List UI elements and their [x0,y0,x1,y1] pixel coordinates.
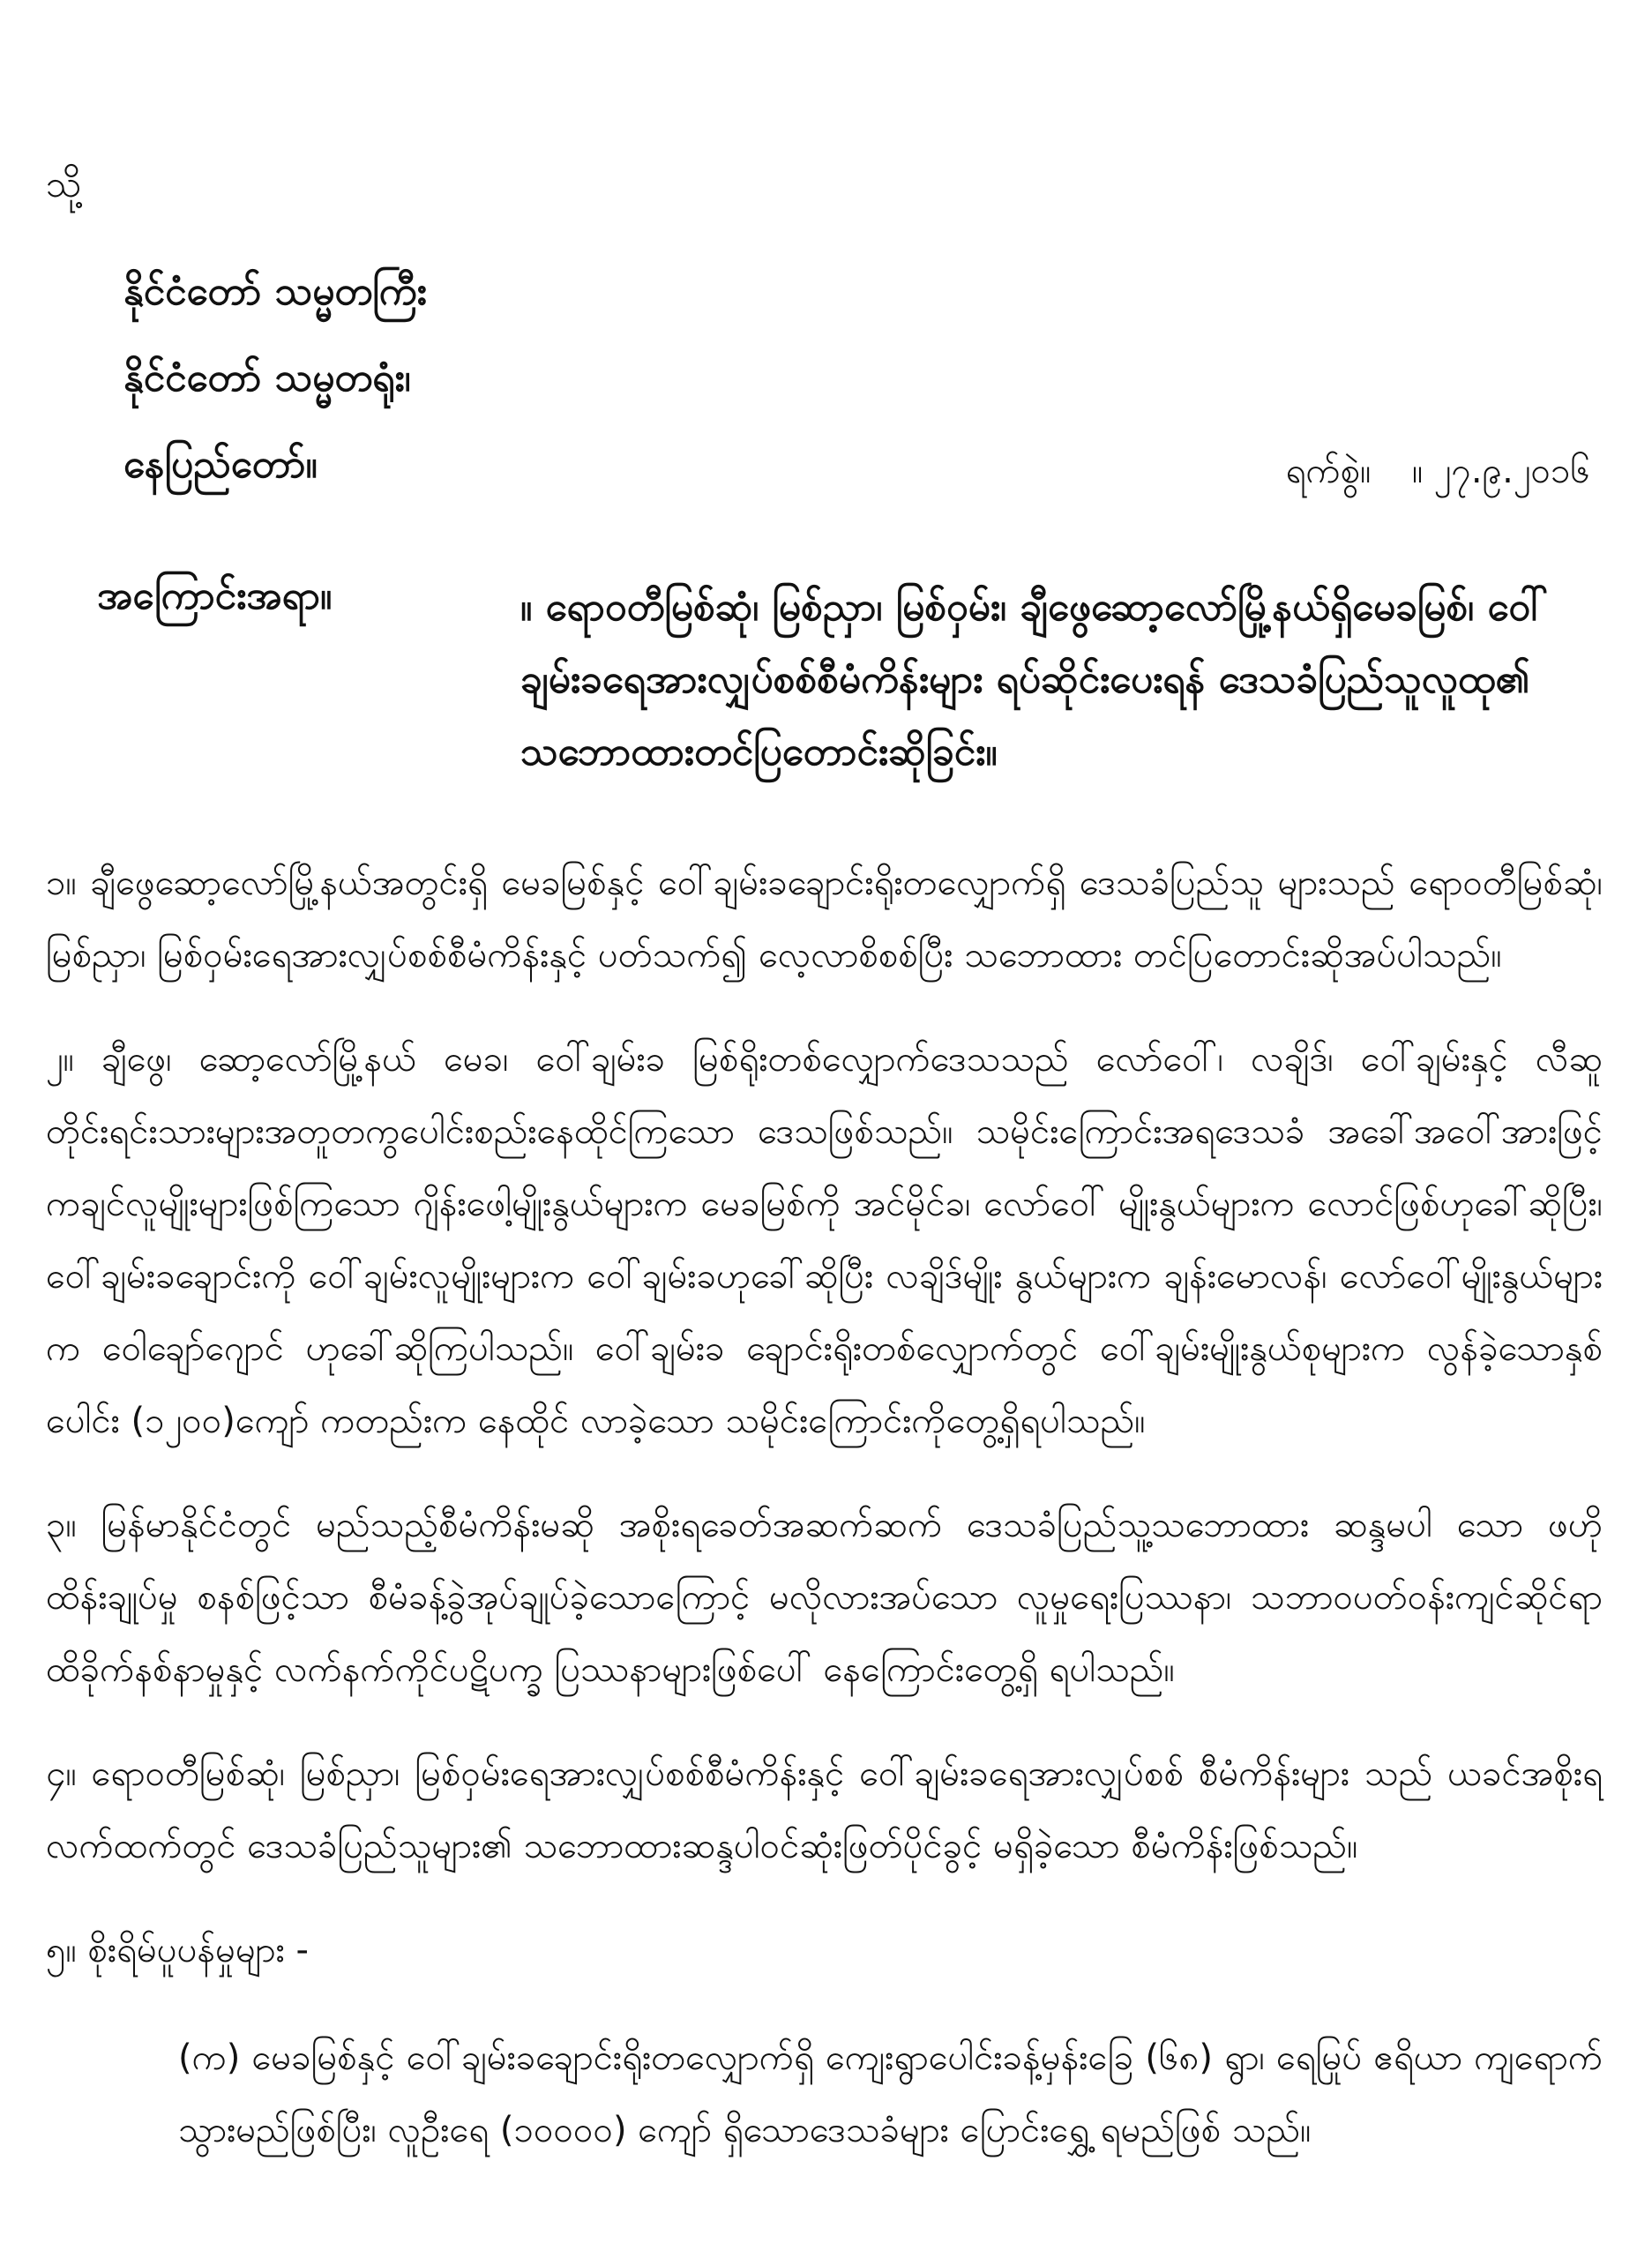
subject-label: အကြောင်းအရာ။ [97,573,333,618]
address-line-3: နေပြည်တော်။ [123,442,318,487]
subject-text: ။ ရောဝတီမြစ်ဆုံ၊ မြစ်ညှာ၊ မြစ်ဝှမ်း၊ ချီဖွေဆော့လော်မြို့နယ်ရှိမေခမြစ်၊ ဝေါ်ချမ်းခရေအားလျှပ်စစ်စီမံကိန်းများ ရပ်ဆိုင်းပေးရန် ဒေသခံပြည်သူလူထု၏ သဘောထားတင်ပြတောင်းဆိုခြင်း။ [520,585,1548,774]
paragraph-1: ၁။ ချီဖွေဆော့လော်မြို့နယ်အတွင်းရှိ မေခမြစ်နှင့် ဝေါ်ချမ်းခချောင်းရိုးတလျှောက်ရှိ ဒေသခံပြည်သူ များသည် ရောဝတီမြစ်ဆုံ၊ မြစ်ညှာ၊ မြစ်ဝှမ်းရေအားလျှပ်စစ်စီမံကိန်းနှင့် ပတ်သက်၍ လေ့လာစိစစ်ပြီး သဘောထား တင်ပြတောင်းဆိုအပ်ပါသည်။ [46,863,1603,976]
paragraph-4: ၄။ ရောဝတီမြစ်ဆုံ၊ မြစ်ညှာ၊ မြစ်ဝှမ်းရေအားလျှပ်စစ်စီမံကိန်းနှင့် ဝေါ်ချမ်းခရေအားလျှပ်စစ် စီမံကိန်းများ သည် ယခင်အစိုးရလက်ထက်တွင် ဒေသခံပြည်သူများ၏ သဘောထားဆန္ဒပါဝင်ဆုံးဖြတ်ပိုင်ခွင့် မရှိခဲ့သော စီမံကိန်းဖြစ်သည်။ [46,1753,1603,1866]
paragraph-2: ၂။ ချီဖွေ၊ ဆော့လော်မြို့နယ် မေခ၊ ဝေါ်ချမ်းခ မြစ်ရိုးတစ်လျှောက်ဒေသသည် လော်ဝေါ်၊ လချိဒ်၊ ဝေါ်ချမ်းနှင့် လီဆူတိုင်းရင်းသားများအတူတကွပေါင်းစည်းနေထိုင်ကြသော ဒေသဖြစ်သည်။ သမိုင်းကြောင်းအရဒေသခံ အခေါ်အဝေါ်အားဖြင့် ကချင်လူမျိုးများဖြစ်ကြသော ဂျိန်းဖေါ့မျိုးနွယ်များက မေခမြစ်ကို အင်မိုင်ခ၊ လော်ဝေါ် မျိုးနွယ်များက လောင်ဖြစ်ဟုခေါ်ဆိုပြီး၊ ဝေါ်ချမ်းခချောင်းကို ဝေါ်ချမ်းလူမျိုးများက ဝေါ်ချမ်းခဟုခေါ်ဆိုပြီး လချိဒ်မျိုး နွယ်များက ချန်းမောလန်၊ လော်ဝေါ်မျိုးနွယ်များက ဝေါချော်ဂျောင် ဟုခေါ်ဆိုကြပါသည်။ ဝေါ်ချမ်းခ ချောင်းရိုးတစ်လျှောက်တွင် ဝေါ်ချမ်းမျိုးနွယ်စုများက လွန်ခဲ့သောနှစ်ပေါင်း (၁၂၀၀)ကျော် ကတည်းက နေထိုင် လာခဲ့သော သမိုင်းကြောင်းကိုတွေ့ရှိရပါသည်။ [46,1039,1603,1441]
date-value: ။ ၂၇.၉.၂၀၁၆ [1411,451,1590,491]
address-line-2: နိုင်ငံတော် သမ္မတရုံး၊ [123,355,411,400]
date-label: ရက်စွဲ။ [1285,451,1372,491]
sub-item-ka: (က) မေခမြစ်နှင့် ဝေါ်ချမ်းခချောင်းရိုးတလျှောက်ရှိ ကျေးရွာပေါင်းခန့်မှန်းခြေ (၆၈) ရွာ၊ ရေမြုပ် ဧရိယာ ကျရောက်သွားမည်ဖြစ်ပြီး၊ လူဦးရေ (၁၀၀၀၀) ကျော် ရှိသောဒေသခံများ ပြောင်းရွှေ့ ရမည်ဖြစ် သည်။ [178,2037,1603,2150]
letter-body [46,847,1603,2166]
recipient-address [123,249,427,508]
paragraph-5: ၅။ စိုးရိမ်ပူပန်မှုများ - [46,1930,309,1970]
date-line [1286,448,1591,500]
address-line-1: နိုင်ငံတော် သမ္မတကြီး [123,269,427,314]
to-label: သို့ [46,162,82,206]
paragraph-3: ၃။ မြန်မာနိုင်ငံတွင် မည်သည့်စီမံကိန်းမဆို အစိုးရခေတ်အဆက်ဆက် ဒေသခံပြည်သူ့သဘောထား ဆန္ဒမပါ သော ဖဟိုထိန်းချုပ်မှု စနစ်ဖြင့်သာ စီမံခန့်ခွဲအုပ်ချုပ်ခဲ့သောကြောင့် မလိုလားအပ်သော လူမှုရေးပြဿနာ၊ သဘာဝပတ်ဝန်းကျင်ဆိုင်ရာထိခိုက်နစ်နာမှုနှင့် လက်နက်ကိုင်ပဋိပက္ခ ပြဿနာများဖြစ်ပေါ် နေကြောင်းတွေ့ရှိ ရပါသည်။ [46,1505,1603,1690]
